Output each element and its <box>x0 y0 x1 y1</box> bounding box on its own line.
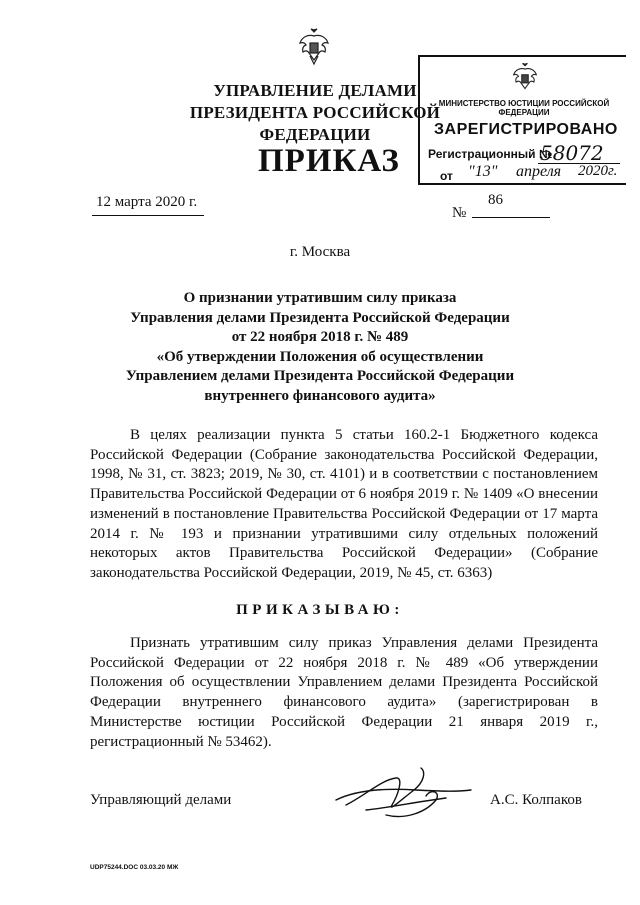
number-sign: № <box>452 205 467 221</box>
stamp-date-day: "13" <box>468 163 498 180</box>
stamp-coat-of-arms-icon <box>512 62 538 94</box>
handwritten-signature <box>326 760 476 830</box>
document-title <box>100 289 540 406</box>
stamp-date-label: от <box>440 169 453 183</box>
stamp-date-month: апреля <box>516 163 562 180</box>
org-line-2: ПРЕЗИДЕНТА РОССИЙСКОЙ ФЕДЕРАЦИИ <box>189 103 441 144</box>
stamp-registered: ЗАРЕГИСТРИРОВАНО <box>434 121 618 138</box>
footer-file-ref: UDP75244.DOC 03.03.20 МЖ <box>90 864 179 871</box>
coat-of-arms-icon <box>298 28 330 66</box>
preamble-paragraph: В целях реализации пункта 5 статьи 160.2-1 Бюджетного кодекса Российской Федерации (Собрание законодательства Российской Федерации, 1998, № 31, ст. 3823; 2019, № 30, ст. 4101) и в соответствии с постановлением Правительства Российской Федерации от 6 ноября 2019 г. № 1409 «О внесении изменений в постановление Правительства Российской Федерации от 17 марта 2014 г. № 193 и признании утратившими силу отдельных положений некоторых актов Правительства Российской Федерации» (Собрание законодательства Российской Федерации, 2019, № 45, ст. 6363) <box>90 427 598 581</box>
number-underline <box>472 217 550 218</box>
order-heading: ПРИКАЗЫВАЮ: <box>236 602 404 618</box>
stamp-ministry: МИНИСТЕРСТВО ЮСТИЦИИ РОССИЙСКОЙ ФЕДЕРАЦИИ <box>438 99 610 117</box>
title-line-4: «Об утверждении Положения об осуществлении <box>156 348 484 365</box>
document-number: 86 <box>488 192 503 208</box>
date-underline <box>92 215 204 216</box>
title-line-2: Управления делами Президента Российской Федерации <box>130 309 510 326</box>
document-date: 12 марта 2020 г. <box>96 194 198 210</box>
stamp-registration-number: 58072 <box>540 141 604 165</box>
signatory-name: А.С. Колпаков <box>490 792 582 808</box>
order-paragraph: Признать утратившим силу приказ Управления делами Президента Российской Федерации от 22 ноября 2018 г. № 489 «Об утверждении Положения об осуществлении Управлением делами Президента Российской Федерации внутреннего финансового аудита» (зарегистрирован в Министерстве юстиции Российской Федерации 21 января 2019 г., регистрационный № 53462). <box>90 635 598 750</box>
title-line-1: О признании утратившим силу приказа <box>183 290 457 306</box>
city: г. Москва <box>289 244 351 260</box>
signatory-position: Управляющий делами <box>90 792 232 808</box>
title-line-5: Управлением делами Президента Российской Федерации <box>125 368 515 384</box>
stamp-date-year: 2020г. <box>578 163 618 179</box>
document-kind: ПРИКАЗ <box>258 143 400 179</box>
registration-stamp <box>418 55 626 185</box>
org-line-1: УПРАВЛЕНИЕ ДЕЛАМИ <box>213 81 417 100</box>
stamp-registration-label: Регистрационный № <box>428 147 553 161</box>
title-line-6: внутреннего финансового аудита» <box>204 387 436 404</box>
title-line-3: от 22 ноября 2018 г. № 489 <box>231 329 409 345</box>
stamp-date-line <box>460 183 620 184</box>
